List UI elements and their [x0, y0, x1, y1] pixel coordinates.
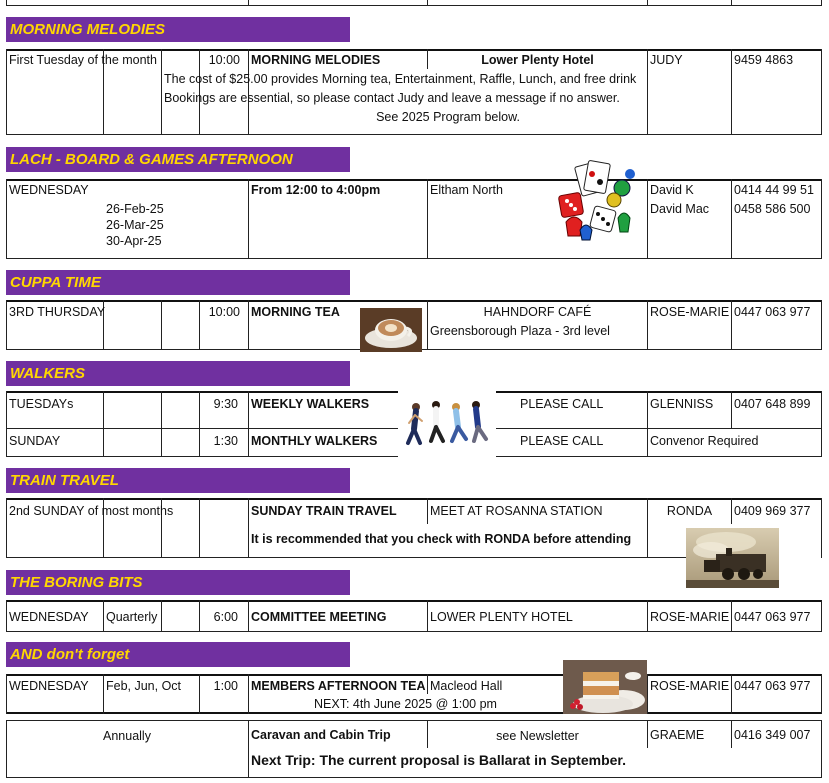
boring-venue: LOWER PLENTY HOTEL	[430, 610, 573, 624]
cuppa-time: 10:00	[208, 305, 240, 319]
mm-when: First Tuesday of the month	[9, 53, 157, 67]
walkers-row2-venue: PLEASE CALL	[520, 434, 604, 448]
mm-contact: JUDY	[650, 53, 683, 67]
dont-forget-when: WEDNESDAY	[9, 679, 89, 693]
train-event: SUNDAY TRAIN TRAVEL	[251, 504, 397, 518]
cuppa-venue-name: HAHNDORF CAFÉ	[483, 305, 592, 319]
cuppa-contact: ROSE-MARIE	[650, 305, 730, 319]
boring-frequency: Quarterly	[106, 610, 158, 624]
dont-forget-months: Feb, Jun, Oct	[106, 679, 182, 693]
walkers-row1-venue: PLEASE CALL	[520, 397, 604, 411]
mm-venue: Lower Plenty Hotel	[481, 53, 594, 67]
lach-date-3: 30-Apr-25	[106, 234, 162, 248]
train-note: It is recommended that you check with RONDA before attending	[251, 532, 632, 546]
boring-contact: ROSE-MARIE	[650, 610, 730, 624]
train-phone: 0409 969 377	[734, 504, 811, 518]
cuppa-phone: 0447 063 977	[734, 305, 811, 319]
mm-note-program: See 2025 Program below.	[376, 110, 520, 124]
train-when: 2nd SUNDAY of most months	[9, 504, 174, 518]
cuppa-when: 3RD THURSDAY	[9, 305, 106, 319]
dont-forget-venue: Macleod Hall	[430, 679, 503, 693]
section-header-dont-forget: AND don't forget	[6, 642, 350, 667]
train-contact: RONDA	[666, 504, 713, 518]
mm-note-bookings: Bookings are essential, so please contact Judy and leave a message if no answer.	[164, 91, 620, 105]
boring-phone: 0447 063 977	[734, 610, 811, 624]
boring-when: WEDNESDAY	[9, 610, 89, 624]
boring-time: 6:00	[213, 610, 238, 624]
lach-date-1: 26-Feb-25	[106, 202, 164, 216]
section-header-cuppa-time: CUPPA TIME	[6, 270, 350, 295]
caravan-next-trip: Next Trip: The current proposal is Ballarat in September.	[251, 752, 626, 768]
cuppa-event: MORNING TEA	[251, 305, 340, 319]
lach-venue: Eltham North	[430, 183, 503, 197]
mm-time: 10:00	[208, 53, 240, 67]
train-venue: MEET AT ROSANNA STATION	[430, 504, 603, 518]
mm-event: MORNING MELODIES	[251, 53, 381, 67]
caravan-frequency: Annually	[103, 729, 151, 743]
lach-contact-1: David K	[650, 183, 694, 197]
coffee-cup-image	[360, 308, 422, 352]
walkers-row1-contact: GLENNISS	[650, 397, 714, 411]
dont-forget-event: MEMBERS AFTERNOON TEA	[251, 679, 426, 693]
walkers-row1-event: WEEKLY WALKERS	[251, 397, 370, 411]
dont-forget-contact: ROSE-MARIE	[650, 679, 730, 693]
walkers-row2-time: 1:30	[213, 434, 238, 448]
lach-time: From 12:00 to 4:00pm	[251, 183, 381, 197]
section-header-lach: LACH - BOARD & GAMES AFTERNOON	[6, 147, 350, 172]
caravan-event: Caravan and Cabin Trip	[251, 728, 391, 742]
walkers-row1-phone: 0407 648 899	[734, 397, 811, 411]
board-games-image	[556, 160, 640, 244]
lach-phone-2: 0458 586 500	[734, 202, 811, 216]
dont-forget-phone: 0447 063 977	[734, 679, 811, 693]
section-header-walkers: WALKERS	[6, 361, 350, 386]
cuppa-venue-location: Greensborough Plaza - 3rd level	[430, 324, 610, 338]
dont-forget-next: NEXT: 4th June 2025 @ 1:00 pm	[314, 697, 497, 711]
caravan-venue: see Newsletter	[496, 729, 579, 743]
walkers-row1-time: 9:30	[213, 397, 238, 411]
walkers-row2-contact: Convenor Required	[650, 434, 759, 448]
caravan-contact: GRAEME	[650, 728, 705, 742]
walkers-row1-when: TUESDAYs	[9, 397, 74, 411]
lach-when: WEDNESDAY	[9, 183, 89, 197]
mm-phone: 9459 4863	[734, 53, 794, 67]
caravan-phone: 0416 349 007	[734, 728, 811, 742]
lach-phone-1: 0414 44 99 51	[734, 183, 814, 197]
dont-forget-time: 1:00	[213, 679, 238, 693]
section-header-train-travel: TRAIN TRAVEL	[6, 468, 350, 493]
lach-contact-2: David Mac	[650, 202, 710, 216]
section-header-boring-bits: THE BORING BITS	[6, 570, 350, 595]
walkers-row2-when: SUNDAY	[9, 434, 61, 448]
boring-event: COMMITTEE MEETING	[251, 610, 387, 624]
mm-note-cost: The cost of $25.00 provides Morning tea, Entertainment, Raffle, Lunch, and free drink	[164, 72, 637, 86]
walkers-image	[398, 389, 496, 459]
section-header-morning-melodies: MORNING MELODIES	[6, 17, 350, 42]
steam-train-image	[686, 528, 779, 588]
walkers-row2-event: MONTHLY WALKERS	[251, 434, 378, 448]
lach-date-2: 26-Mar-25	[106, 218, 164, 232]
cake-image	[563, 660, 647, 714]
